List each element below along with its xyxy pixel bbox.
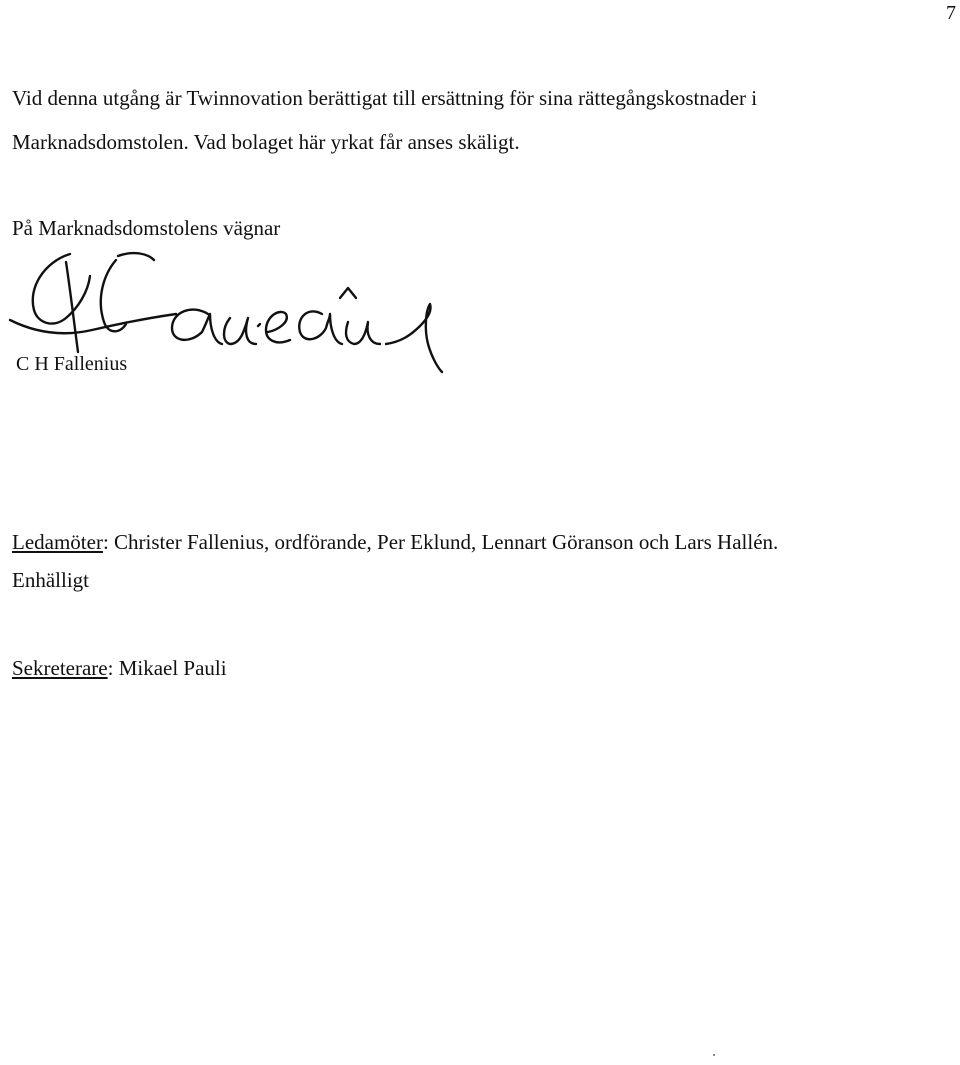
secretary-text: : Mikael Pauli [107,656,227,680]
on-behalf-line: På Marknadsdomstolens vägnar [12,216,281,240]
scan-speck [713,1054,715,1056]
signatory-name: C H Fallenius [16,353,128,375]
members-label: Ledamöter [12,530,103,554]
page-number: 7 [946,2,956,24]
secretary-line [12,656,227,680]
members-text: : Christer Fallenius, ordförande, Per Eklund, Lennart Göranson och Lars Hallén. [102,530,779,554]
body-line-2: Marknadsdomstolen. Vad bolaget här yrkat får anses skäligt. [12,130,520,154]
unanimous-line: Enhälligt [12,568,89,592]
secretary-label: Sekreterare [12,656,108,680]
body-line-1: Vid denna utgång är Twinnovation berättigat till ersättning för sina rättegångskostnader i [12,86,758,110]
members-line [12,530,778,554]
